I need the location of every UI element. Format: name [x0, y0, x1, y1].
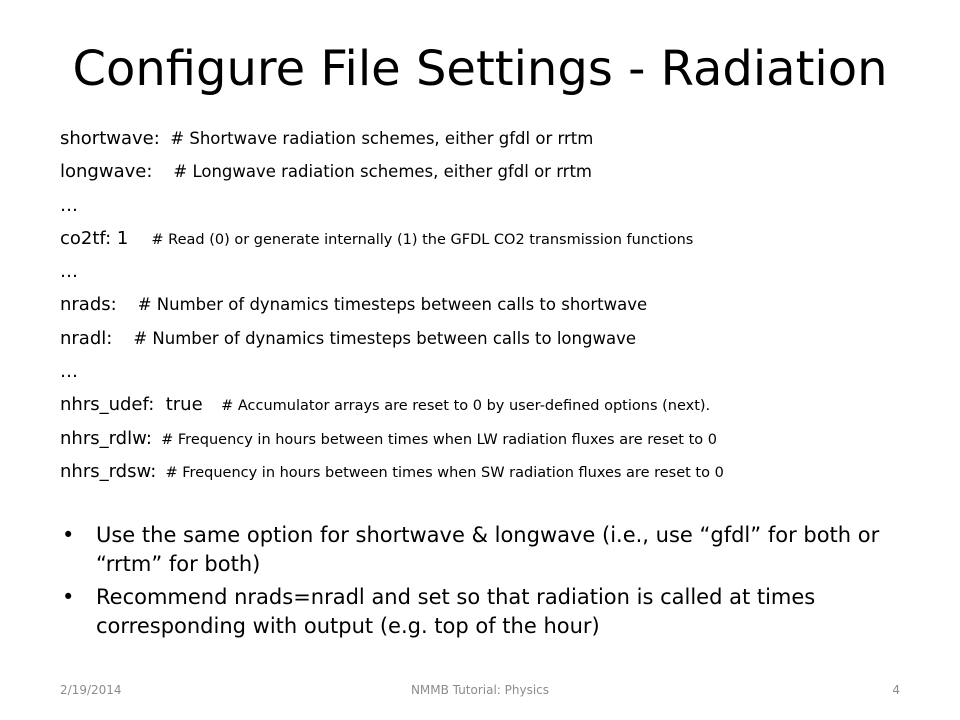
config-comment: # Number of dynamics timesteps between calls to shortwave	[116, 295, 648, 315]
config-comment: # Number of dynamics timesteps between calls to longwave	[112, 328, 636, 348]
config-key: …	[60, 361, 78, 383]
config-key: nhrs_rdlw:	[60, 427, 152, 449]
config-key: shortwave:	[60, 128, 160, 149]
config-key: longwave:	[60, 161, 153, 183]
slide-title: Configure File Settings - Radiation	[72, 41, 888, 97]
config-key: …	[60, 194, 78, 216]
footer-title: NMMB Tutorial: Physics	[410, 683, 550, 697]
config-comment: # Shortwave radiation schemes, either gfdl or rrtm	[159, 129, 594, 148]
config-key: co2tf:	[60, 227, 117, 249]
config-key: nhrs_rdsw:	[60, 460, 157, 482]
config-line-ellipsis	[60, 189, 940, 222]
config-line-nhrs-rdsw	[60, 455, 940, 488]
bullet-list	[62, 521, 892, 645]
bullet-text: Use the same option for shortwave & longwave (i.e., use “gfdl” for both or “rrtm” for both)	[96, 523, 880, 576]
config-comment: # Frequency in hours between times when SW radiation fluxes are reset to 0	[156, 464, 724, 481]
config-line-co2tf	[60, 222, 940, 255]
config-line-shortwave	[60, 122, 940, 155]
config-line-nrads	[60, 288, 940, 321]
config-value: 1	[116, 227, 129, 249]
bullet-dot-icon: •	[62, 523, 75, 547]
config-comment: # Frequency in hours between times when LW radiation fluxes are reset to 0	[151, 431, 717, 448]
bullet-item	[62, 583, 892, 641]
config-comment: # Read (0) or generate internally (1) the GFDL CO2 transmission functions	[128, 231, 694, 248]
config-line-ellipsis	[60, 255, 940, 288]
config-settings-block	[60, 122, 940, 488]
config-key: nrads:	[60, 294, 117, 316]
config-line-nhrs-rdlw	[60, 422, 940, 455]
config-key: nhrs_udef:	[60, 394, 166, 416]
config-key: …	[60, 261, 78, 283]
config-line-longwave	[60, 155, 940, 188]
footer-date: 2/19/2014	[60, 683, 122, 697]
config-comment: # Accumulator arrays are reset to 0 by user-defined options (next).	[202, 398, 711, 415]
bullet-dot-icon: •	[62, 585, 75, 609]
bullet-text: Recommend nrads=nradl and set so that radiation is called at times corresponding with output (e.g. top of the hour)	[96, 585, 816, 638]
config-line-nhrs-udef	[60, 388, 940, 421]
footer-page-number: 4	[892, 683, 900, 697]
config-line-nradl	[60, 322, 940, 355]
config-line-ellipsis	[60, 355, 940, 388]
config-key: nradl:	[60, 327, 113, 349]
config-comment: # Longwave radiation schemes, either gfdl or rrtm	[152, 162, 593, 182]
bullet-item	[62, 521, 892, 579]
config-value: true	[165, 394, 203, 416]
